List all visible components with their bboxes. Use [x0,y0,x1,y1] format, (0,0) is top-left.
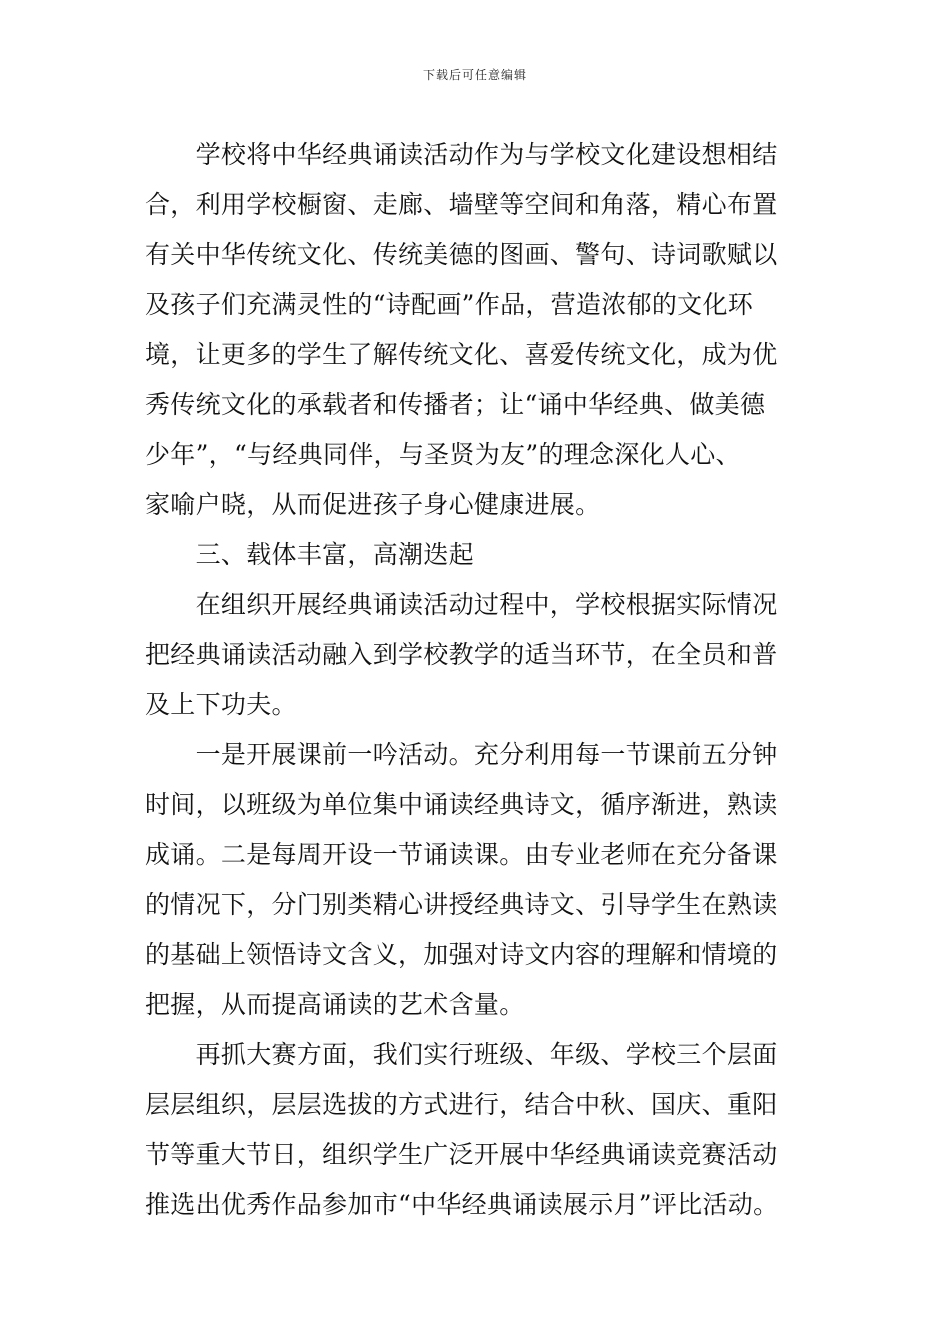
text-line: 学校将中华经典诵读活动作为与学校文化建设想相结 [145,140,778,169]
document-body [145,130,807,1230]
text-line: 节等重大节日，组织学生广泛开展中华经典诵读竞赛活动 [145,1140,778,1169]
text-line: 少年”，“与经典同伴，与圣贤为友”的理念深化人心、 [145,440,741,469]
section-heading: 三、载体丰富，高潮迭起 [145,540,474,569]
text-line: 及上下功夫。 [145,690,297,719]
text-line: 合，利用学校橱窗、走廊、墙壁等空间和角落，精心布置 [145,190,778,219]
text-line: 的基础上领悟诗文含义，加强对诗文内容的理解和情境的 [145,940,778,969]
text-line: 成诵。二是每周开设一节诵读课。由专业老师在充分备课 [145,840,778,869]
text-line: 把握，从而提高诵读的艺术含量。 [145,990,525,1019]
text-line: 在组织开展经典诵读活动过程中，学校根据实际情况 [145,590,778,619]
header-note: 下载后可任意编辑 [422,68,527,82]
text-line: 境，让更多的学生了解传统文化、喜爱传统文化，成为优 [145,340,778,369]
text-line: 秀传统文化的承载者和传播者；让“诵中华经典、做美德 [145,390,766,419]
text-line: 一是开展课前一吟活动。充分利用每一节课前五分钟 [145,740,778,769]
text-line: 再抓大赛方面，我们实行班级、年级、学校三个层面 [145,1040,778,1069]
text-line: 家喻户晓，从而促进孩子身心健康进展。 [145,490,601,519]
text-line: 推选出优秀作品参加市“中华经典诵读展示月”评比活动。 [145,1190,779,1219]
text-line: 时间，以班级为单位集中诵读经典诗文，循序渐进，熟读 [145,790,778,819]
text-line: 及孩子们充满灵性的“诗配画”作品，营造浓郁的文化环 [145,290,754,319]
text-line: 层层组织，层层选拔的方式进行，结合中秋、国庆、重阳 [145,1090,778,1119]
text-line: 有关中华传统文化、传统美德的图画、警句、诗词歌赋以 [145,240,778,269]
text-line: 把经典诵读活动融入到学校教学的适当环节，在全员和普 [145,640,778,669]
text-line: 的情况下，分门别类精心讲授经典诗文、引导学生在熟读 [145,890,778,919]
